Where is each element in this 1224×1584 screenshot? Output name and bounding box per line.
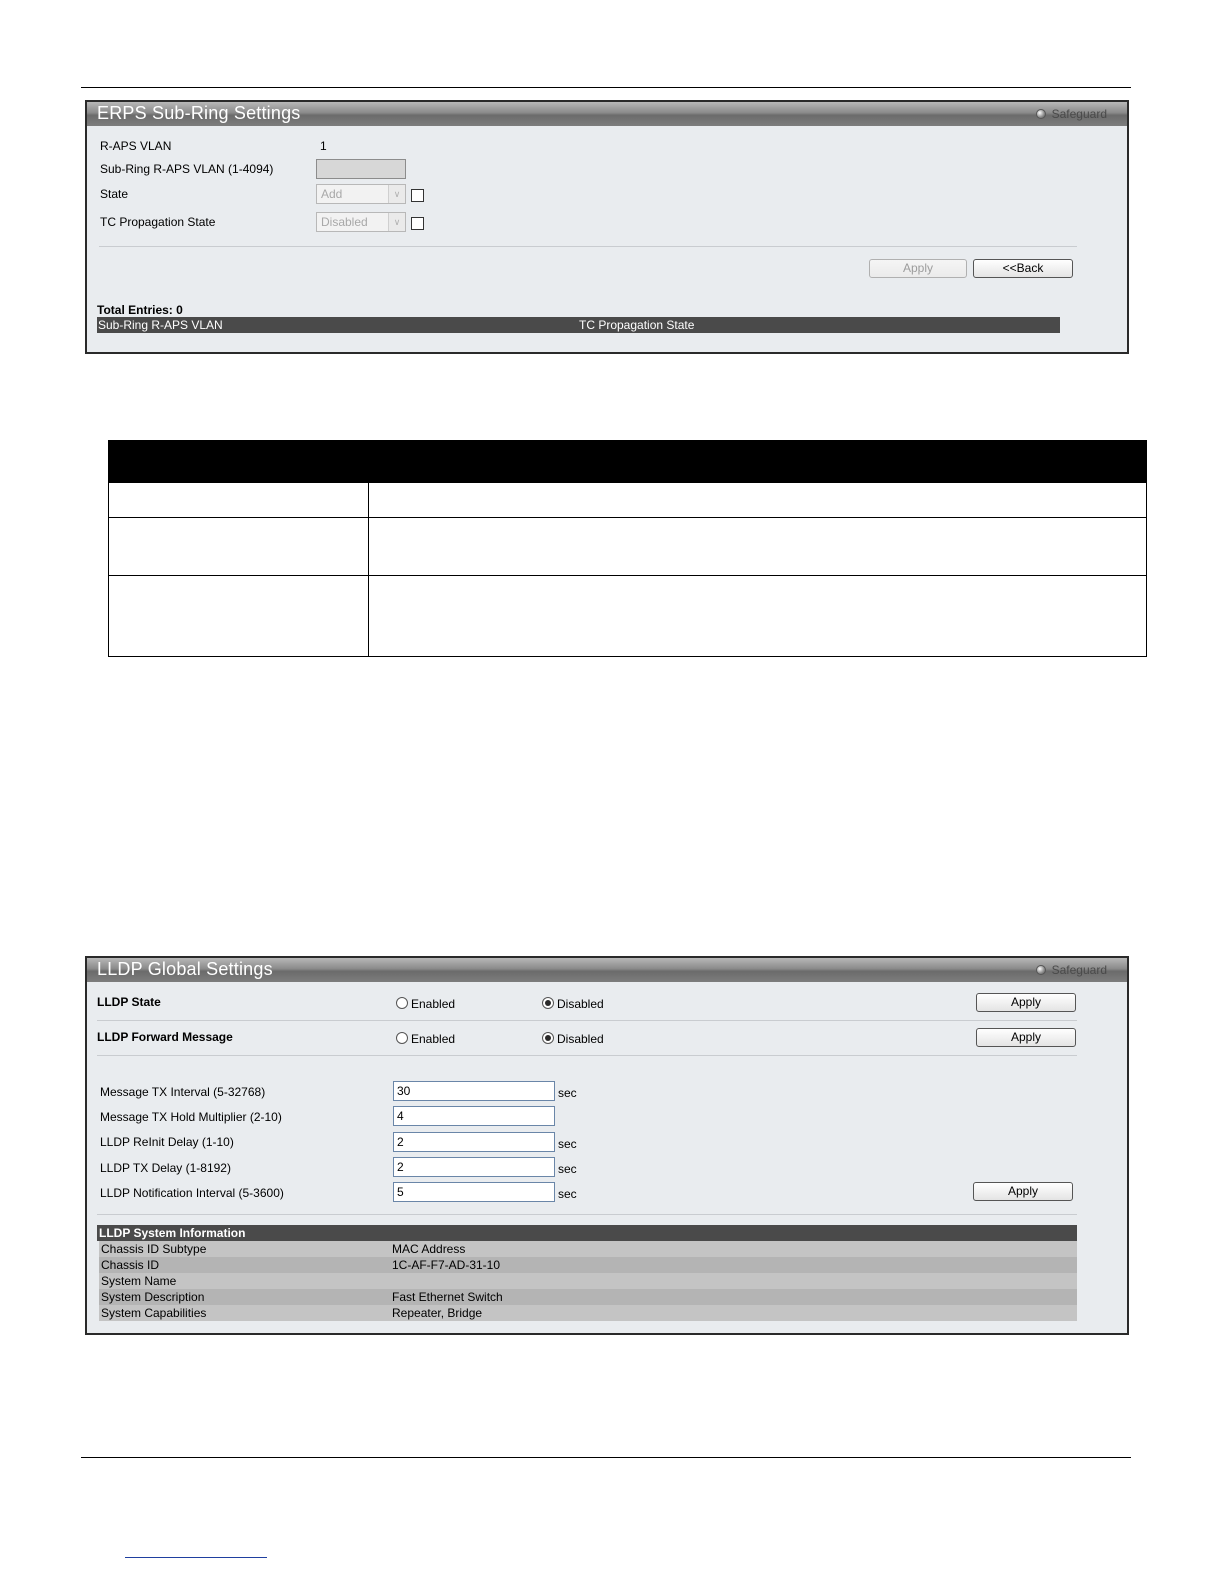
info-row <box>99 1289 1077 1305</box>
table-row <box>109 518 1147 576</box>
table-header-row <box>109 441 1147 483</box>
lldp-global-panel <box>85 956 1129 1335</box>
raps-vlan-value: 1 <box>320 139 327 153</box>
divider <box>97 1214 1077 1215</box>
table-row <box>109 483 1147 518</box>
safeguard-label: Safeguard <box>1051 107 1107 121</box>
safeguard-label: Safeguard <box>1051 963 1107 977</box>
state-label: State <box>100 187 129 201</box>
system-info-header <box>97 1225 1077 1241</box>
info-value: Fast Ethernet Switch <box>392 1290 503 1304</box>
info-row <box>99 1257 1077 1273</box>
lldp-forward-disabled-label: Disabled <box>557 1032 604 1046</box>
col-subring-vlan: Sub-Ring R-APS VLAN <box>98 318 223 332</box>
lldp-forward-enabled-label: Enabled <box>411 1032 456 1046</box>
notification-interval-label: LLDP Notification Interval (5-3600) <box>100 1186 284 1200</box>
lldp-settings-apply-button[interactable]: Apply <box>973 1182 1073 1201</box>
tc-propagation-label: TC Propagation State <box>100 215 216 229</box>
state-checkbox[interactable] <box>411 189 424 202</box>
subring-vlan-input[interactable] <box>316 159 406 179</box>
info-row <box>99 1273 1077 1289</box>
table-header-cell <box>109 441 369 483</box>
lldp-state-label: LLDP State <box>97 995 161 1009</box>
safeguard-icon <box>1036 109 1046 119</box>
info-key: System Capabilities <box>101 1306 207 1320</box>
lldp-forward-enabled-radio[interactable] <box>396 1032 408 1044</box>
info-key: System Name <box>101 1274 177 1288</box>
lldp-forward-label: LLDP Forward Message <box>97 1030 233 1044</box>
notification-interval-input[interactable] <box>393 1182 555 1202</box>
tc-propagation-select-value: Disabled <box>321 215 368 229</box>
info-key: System Description <box>101 1290 205 1304</box>
total-entries: Total Entries: 0 <box>97 303 183 317</box>
tx-delay-input[interactable] <box>393 1157 555 1177</box>
parameter-description-table <box>108 440 1147 657</box>
reinit-delay-input[interactable] <box>393 1132 555 1152</box>
apply-button[interactable]: Apply <box>869 259 967 278</box>
raps-vlan-label: R-APS VLAN <box>100 139 172 153</box>
safeguard-icon <box>1036 965 1046 975</box>
subring-vlan-label: Sub-Ring R-APS VLAN (1-4094) <box>100 162 274 176</box>
info-row <box>99 1305 1077 1321</box>
table-cell <box>109 576 369 657</box>
notification-interval-unit: sec <box>558 1187 577 1201</box>
chevron-down-icon: ∨ <box>388 213 405 231</box>
tx-delay-unit: sec <box>558 1162 577 1176</box>
lldp-state-apply-button[interactable]: Apply <box>976 993 1076 1012</box>
table-header-cell <box>369 441 1147 483</box>
system-info-title: LLDP System Information <box>99 1226 246 1240</box>
lldp-forward-apply-button[interactable]: Apply <box>976 1028 1076 1047</box>
divider <box>97 1020 1077 1021</box>
divider <box>99 246 1077 247</box>
footer-link-underline <box>125 1557 267 1558</box>
col-tc-propagation: TC Propagation State <box>579 318 695 332</box>
panel-header <box>87 102 1127 126</box>
table-row <box>109 576 1147 657</box>
divider <box>97 1055 1077 1056</box>
table-cell <box>369 518 1147 576</box>
lldp-state-disabled-radio[interactable] <box>542 997 554 1009</box>
info-value: Repeater, Bridge <box>392 1306 483 1320</box>
tx-hold-multiplier-input[interactable] <box>393 1106 555 1126</box>
tx-interval-input[interactable] <box>393 1081 555 1101</box>
erps-subring-panel <box>85 100 1129 354</box>
tx-interval-label: Message TX Interval (5-32768) <box>100 1085 266 1099</box>
lldp-forward-disabled-radio[interactable] <box>542 1032 554 1044</box>
table-cell <box>369 483 1147 518</box>
table-cell <box>109 483 369 518</box>
reinit-delay-label: LLDP ReInit Delay (1-10) <box>100 1135 234 1149</box>
info-value: 1C-AF-F7-AD-31-10 <box>392 1258 501 1272</box>
panel-title: LLDP Global Settings <box>97 959 273 979</box>
info-row <box>99 1241 1077 1257</box>
chevron-down-icon: ∨ <box>388 185 405 203</box>
tx-hold-multiplier-label: Message TX Hold Multiplier (2-10) <box>100 1110 282 1124</box>
tc-propagation-checkbox[interactable] <box>411 217 424 230</box>
top-rule <box>81 87 1131 88</box>
safeguard-indicator <box>1036 107 1107 121</box>
tc-propagation-select[interactable] <box>316 212 406 232</box>
lldp-state-enabled-radio[interactable] <box>396 997 408 1009</box>
table-cell <box>109 518 369 576</box>
tx-delay-label: LLDP TX Delay (1-8192) <box>100 1161 231 1175</box>
table-cell <box>369 576 1147 657</box>
state-select[interactable] <box>316 184 406 204</box>
lldp-state-enabled-label: Enabled <box>411 997 456 1011</box>
info-key: Chassis ID Subtype <box>101 1242 207 1256</box>
info-key: Chassis ID <box>101 1258 160 1272</box>
state-select-value: Add <box>321 187 343 201</box>
panel-header <box>87 958 1127 982</box>
info-value: MAC Address <box>392 1242 466 1256</box>
reinit-delay-unit: sec <box>558 1137 577 1151</box>
bottom-rule <box>81 1457 1131 1458</box>
back-button[interactable]: <<Back <box>973 259 1073 278</box>
lldp-state-disabled-label: Disabled <box>557 997 604 1011</box>
panel-title: ERPS Sub-Ring Settings <box>97 103 301 123</box>
entries-table-header <box>97 317 1060 333</box>
tx-interval-unit: sec <box>558 1086 577 1100</box>
safeguard-indicator <box>1036 963 1107 977</box>
